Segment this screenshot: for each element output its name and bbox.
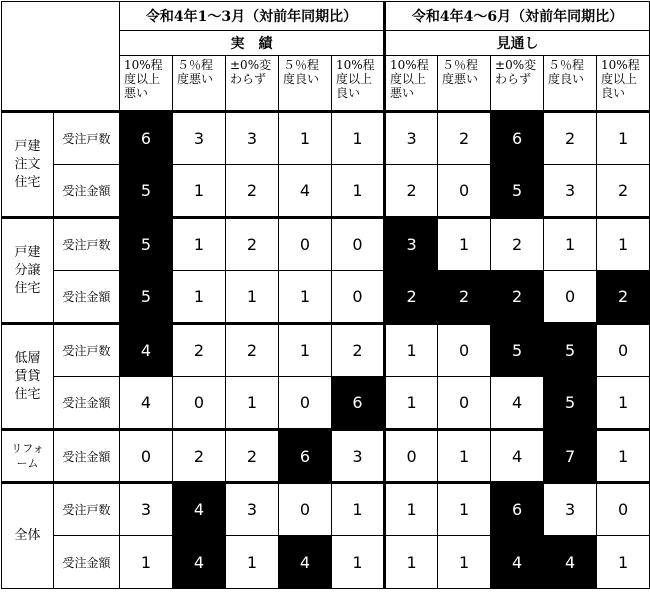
- row-label: 受注金額: [54, 430, 120, 483]
- period-header-forecast: 令和4年4～6月（対前年同期比）: [385, 2, 650, 31]
- value-cell: 1: [332, 165, 385, 218]
- value-cell: 1: [332, 483, 385, 536]
- table-row: [2, 377, 650, 430]
- value-cell: 1: [438, 536, 491, 589]
- value-cell-highlighted: 4: [173, 483, 226, 536]
- category-header: 10%程度以上悪い: [120, 56, 173, 112]
- value-cell-highlighted: 4: [120, 324, 173, 377]
- value-cell: 2: [385, 165, 438, 218]
- value-cell: 1: [597, 377, 650, 430]
- row-group-label: 戸建 注文 住宅: [2, 112, 54, 218]
- value-cell: 3: [226, 112, 279, 165]
- value-cell: 1: [332, 112, 385, 165]
- value-cell: 0: [597, 324, 650, 377]
- row-label: 受注金額: [54, 271, 120, 324]
- value-cell: 4: [491, 430, 544, 483]
- category-header: ５％程度悪い: [438, 56, 491, 112]
- value-cell: 2: [173, 324, 226, 377]
- value-cell: 1: [226, 536, 279, 589]
- value-cell: 1: [597, 430, 650, 483]
- value-cell: 1: [385, 324, 438, 377]
- value-cell: 4: [279, 165, 332, 218]
- value-cell: 2: [544, 112, 597, 165]
- value-cell: 1: [438, 218, 491, 271]
- value-cell: 0: [438, 324, 491, 377]
- value-cell: 3: [332, 430, 385, 483]
- subheader-actual: 実 績: [120, 31, 385, 56]
- value-cell: 0: [332, 271, 385, 324]
- survey-table: [1, 1, 650, 589]
- value-cell-highlighted: 5: [491, 165, 544, 218]
- corner-cell: [2, 2, 120, 112]
- value-cell: 1: [279, 112, 332, 165]
- value-cell: 0: [332, 218, 385, 271]
- value-cell: 2: [226, 324, 279, 377]
- category-header: ±0%変わらず: [226, 56, 279, 112]
- value-cell: 2: [226, 430, 279, 483]
- table-row: [2, 483, 650, 536]
- value-cell: 0: [279, 218, 332, 271]
- value-cell-highlighted: 5: [120, 271, 173, 324]
- value-cell: 1: [385, 483, 438, 536]
- value-cell: 1: [597, 218, 650, 271]
- subheader-forecast: 見通し: [385, 31, 650, 56]
- table-row: [2, 430, 650, 483]
- category-header: ５％程度良い: [544, 56, 597, 112]
- value-cell: 1: [438, 483, 491, 536]
- value-cell: 0: [544, 271, 597, 324]
- value-cell: 1: [279, 271, 332, 324]
- row-label: 受注金額: [54, 165, 120, 218]
- value-cell-highlighted: 4: [279, 536, 332, 589]
- value-cell: 1: [173, 218, 226, 271]
- value-cell: 0: [438, 165, 491, 218]
- row-label: 受注金額: [54, 536, 120, 589]
- value-cell-highlighted: 2: [438, 271, 491, 324]
- value-cell: 2: [597, 165, 650, 218]
- value-cell: 3: [173, 112, 226, 165]
- value-cell: 3: [226, 483, 279, 536]
- value-cell: 1: [385, 536, 438, 589]
- value-cell-highlighted: 5: [120, 218, 173, 271]
- value-cell: 1: [120, 536, 173, 589]
- category-header: 10%程度以上悪い: [385, 56, 438, 112]
- value-cell: 2: [491, 218, 544, 271]
- row-group-label: 全体: [2, 483, 54, 589]
- value-cell-highlighted: 6: [332, 377, 385, 430]
- value-cell: 1: [173, 165, 226, 218]
- value-cell: 0: [173, 377, 226, 430]
- value-cell: 3: [544, 165, 597, 218]
- category-header: ±0%変わらず: [491, 56, 544, 112]
- table-row: [2, 324, 650, 377]
- value-cell: 2: [438, 112, 491, 165]
- value-cell: 2: [226, 165, 279, 218]
- value-cell-highlighted: 5: [544, 377, 597, 430]
- row-label: 受注戸数: [54, 324, 120, 377]
- value-cell: 0: [120, 430, 173, 483]
- value-cell-highlighted: 5: [120, 165, 173, 218]
- value-cell-highlighted: 3: [385, 218, 438, 271]
- value-cell: 0: [597, 483, 650, 536]
- category-header: 10%程度以上良い: [332, 56, 385, 112]
- table-row: [2, 112, 650, 165]
- table-row: [2, 271, 650, 324]
- row-label: 受注戸数: [54, 483, 120, 536]
- value-cell-highlighted: 2: [491, 271, 544, 324]
- value-cell: 2: [226, 218, 279, 271]
- value-cell: 1: [385, 377, 438, 430]
- value-cell-highlighted: 6: [279, 430, 332, 483]
- value-cell: 0: [279, 483, 332, 536]
- value-cell-highlighted: 4: [544, 536, 597, 589]
- category-header: ５％程度良い: [279, 56, 332, 112]
- value-cell-highlighted: 4: [491, 536, 544, 589]
- value-cell: 1: [544, 218, 597, 271]
- row-label: 受注戸数: [54, 112, 120, 165]
- value-cell: 1: [226, 377, 279, 430]
- value-cell: 1: [226, 271, 279, 324]
- value-cell-highlighted: 5: [544, 324, 597, 377]
- value-cell: 1: [332, 536, 385, 589]
- value-cell-highlighted: 7: [544, 430, 597, 483]
- value-cell: 1: [173, 271, 226, 324]
- category-header: 10%程度以上良い: [597, 56, 650, 112]
- table-row: [2, 165, 650, 218]
- row-group-label: 低層 賃貸 住宅: [2, 324, 54, 430]
- value-cell: 0: [385, 430, 438, 483]
- value-cell-highlighted: 4: [173, 536, 226, 589]
- table-row: [2, 218, 650, 271]
- row-label: 受注戸数: [54, 218, 120, 271]
- value-cell: 1: [279, 324, 332, 377]
- category-header: ５％程度悪い: [173, 56, 226, 112]
- value-cell: 0: [438, 377, 491, 430]
- value-cell: 4: [491, 377, 544, 430]
- period-header-actual: 令和4年1～3月（対前年同期比）: [120, 2, 385, 31]
- value-cell-highlighted: 5: [491, 324, 544, 377]
- value-cell: 4: [120, 377, 173, 430]
- row-group-label: リフォ ーム: [2, 430, 54, 483]
- value-cell: 1: [597, 536, 650, 589]
- value-cell: 3: [120, 483, 173, 536]
- value-cell-highlighted: 2: [385, 271, 438, 324]
- value-cell-highlighted: 6: [120, 112, 173, 165]
- value-cell: 0: [279, 377, 332, 430]
- row-label: 受注金額: [54, 377, 120, 430]
- table-row: [2, 536, 650, 589]
- row-group-label: 戸建 分譲 住宅: [2, 218, 54, 324]
- value-cell: 3: [544, 483, 597, 536]
- value-cell: 2: [173, 430, 226, 483]
- value-cell-highlighted: 6: [491, 483, 544, 536]
- value-cell: 2: [332, 324, 385, 377]
- value-cell-highlighted: 2: [597, 271, 650, 324]
- value-cell: 1: [438, 430, 491, 483]
- value-cell: 3: [385, 112, 438, 165]
- value-cell-highlighted: 6: [491, 112, 544, 165]
- value-cell: 1: [597, 112, 650, 165]
